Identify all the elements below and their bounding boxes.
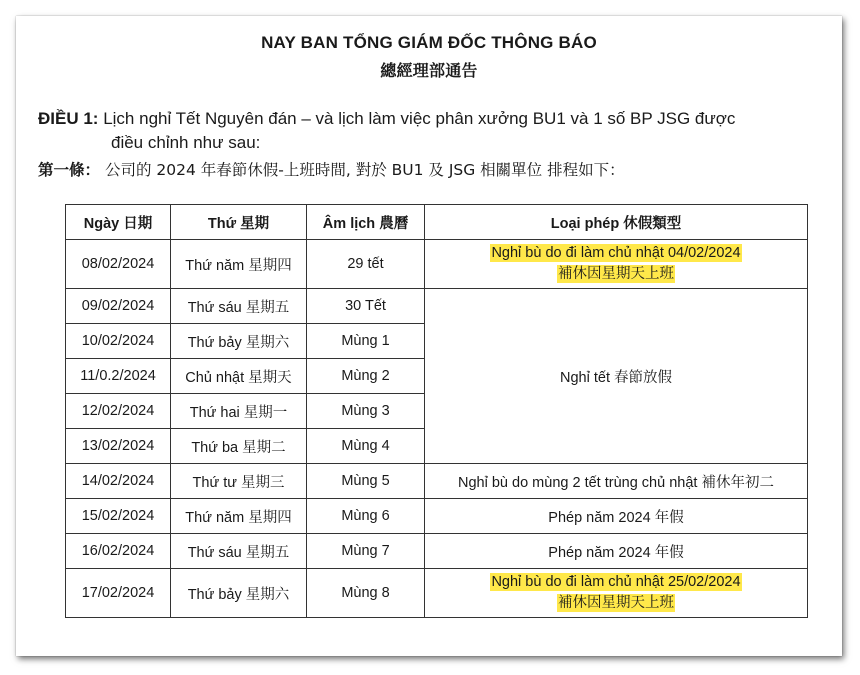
table-row — [66, 569, 808, 618]
date-cell: 12/02/2024 — [66, 394, 171, 429]
weekday-cell: Chủ nhật 星期天 — [171, 359, 307, 394]
leave-type-cell: Phép năm 2024 年假 — [425, 534, 808, 569]
weekday-cell: Thứ năm 星期四 — [171, 499, 307, 534]
title-vietnamese: NAY BAN TỔNG GIÁM ĐỐC THÔNG BÁO — [261, 33, 597, 52]
table-row — [66, 289, 808, 324]
date-cell: 08/02/2024 — [66, 240, 171, 289]
column-header-leave-type: Loại phép 休假類型 — [425, 205, 808, 240]
lunar-cell: Mùng 3 — [307, 394, 425, 429]
article-1-vietnamese — [38, 107, 828, 155]
lunar-cell: Mùng 5 — [307, 464, 425, 499]
article-1-label: ĐIỀU 1: — [38, 109, 99, 128]
leave-type-merged-cell: Nghỉ tết 春節放假 — [425, 289, 808, 464]
article-1-text-line2: điều chỉnh như sau: — [111, 133, 261, 152]
weekday-cell: Thứ ba 星期二 — [171, 429, 307, 464]
highlighted-note-zh: 補休因星期天上班 — [558, 266, 674, 282]
table-row — [66, 499, 808, 534]
weekday-cell: Thứ sáu 星期五 — [171, 289, 307, 324]
column-header-weekday: Thứ 星期 — [171, 205, 307, 240]
date-cell: 15/02/2024 — [66, 499, 171, 534]
weekday-cell: Thứ bảy 星期六 — [171, 324, 307, 359]
weekday-cell: Thứ hai 星期一 — [171, 394, 307, 429]
table-row — [66, 240, 808, 289]
article-1-text-zh: 公司的 2024 年春節休假-上班時間, 對於 BU1 及 JSG 相關單位 排程如下： — [104, 161, 625, 179]
lunar-cell: Mùng 6 — [307, 499, 425, 534]
weekday-cell: Thứ tư 星期三 — [171, 464, 307, 499]
article-1-label-zh: 第一條： — [38, 161, 101, 179]
lunar-cell: Mùng 1 — [307, 324, 425, 359]
lunar-cell: 29 tết — [307, 240, 425, 289]
table-row — [66, 534, 808, 569]
weekday-cell: Thứ năm 星期四 — [171, 240, 307, 289]
leave-type-cell: Nghỉ bù do mùng 2 tết trùng chủ nhật 補休年初二 — [425, 464, 808, 499]
table-row — [66, 464, 808, 499]
date-cell: 10/02/2024 — [66, 324, 171, 359]
lunar-cell: 30 Tết — [307, 289, 425, 324]
lunar-cell: Mùng 8 — [307, 569, 425, 618]
leave-type-cell: Phép năm 2024 年假 — [425, 499, 808, 534]
column-header-lunar: Âm lịch 農曆 — [307, 205, 425, 240]
date-cell: 11/0.2/2024 — [66, 359, 171, 394]
leave-type-cell — [425, 569, 808, 618]
highlighted-note: Nghỉ bù do đi làm chủ nhật 25/02/2024 — [491, 574, 741, 590]
weekday-cell: Thứ bảy 星期六 — [171, 569, 307, 618]
date-cell: 13/02/2024 — [66, 429, 171, 464]
article-1-text-line1: Lịch nghỉ Tết Nguyên đán – và lịch làm việc phân xưởng BU1 và 1 số BP JSG được — [103, 109, 736, 128]
date-cell: 17/02/2024 — [66, 569, 171, 618]
date-cell: 09/02/2024 — [66, 289, 171, 324]
article-1-chinese — [38, 159, 828, 181]
highlighted-note: Nghỉ bù do đi làm chủ nhật 04/02/2024 — [491, 245, 741, 261]
date-cell: 14/02/2024 — [66, 464, 171, 499]
document-page — [16, 16, 842, 656]
weekday-cell: Thứ sáu 星期五 — [171, 534, 307, 569]
date-cell: 16/02/2024 — [66, 534, 171, 569]
table-header-row — [66, 205, 808, 240]
title-chinese: 總經理部通告 — [380, 61, 478, 80]
lunar-cell: Mùng 7 — [307, 534, 425, 569]
lunar-cell: Mùng 2 — [307, 359, 425, 394]
lunar-cell: Mùng 4 — [307, 429, 425, 464]
highlighted-note-zh: 補休因星期天上班 — [558, 595, 674, 611]
column-header-date: Ngày 日期 — [66, 205, 171, 240]
holiday-schedule-table — [65, 204, 808, 618]
leave-type-cell — [425, 240, 808, 289]
